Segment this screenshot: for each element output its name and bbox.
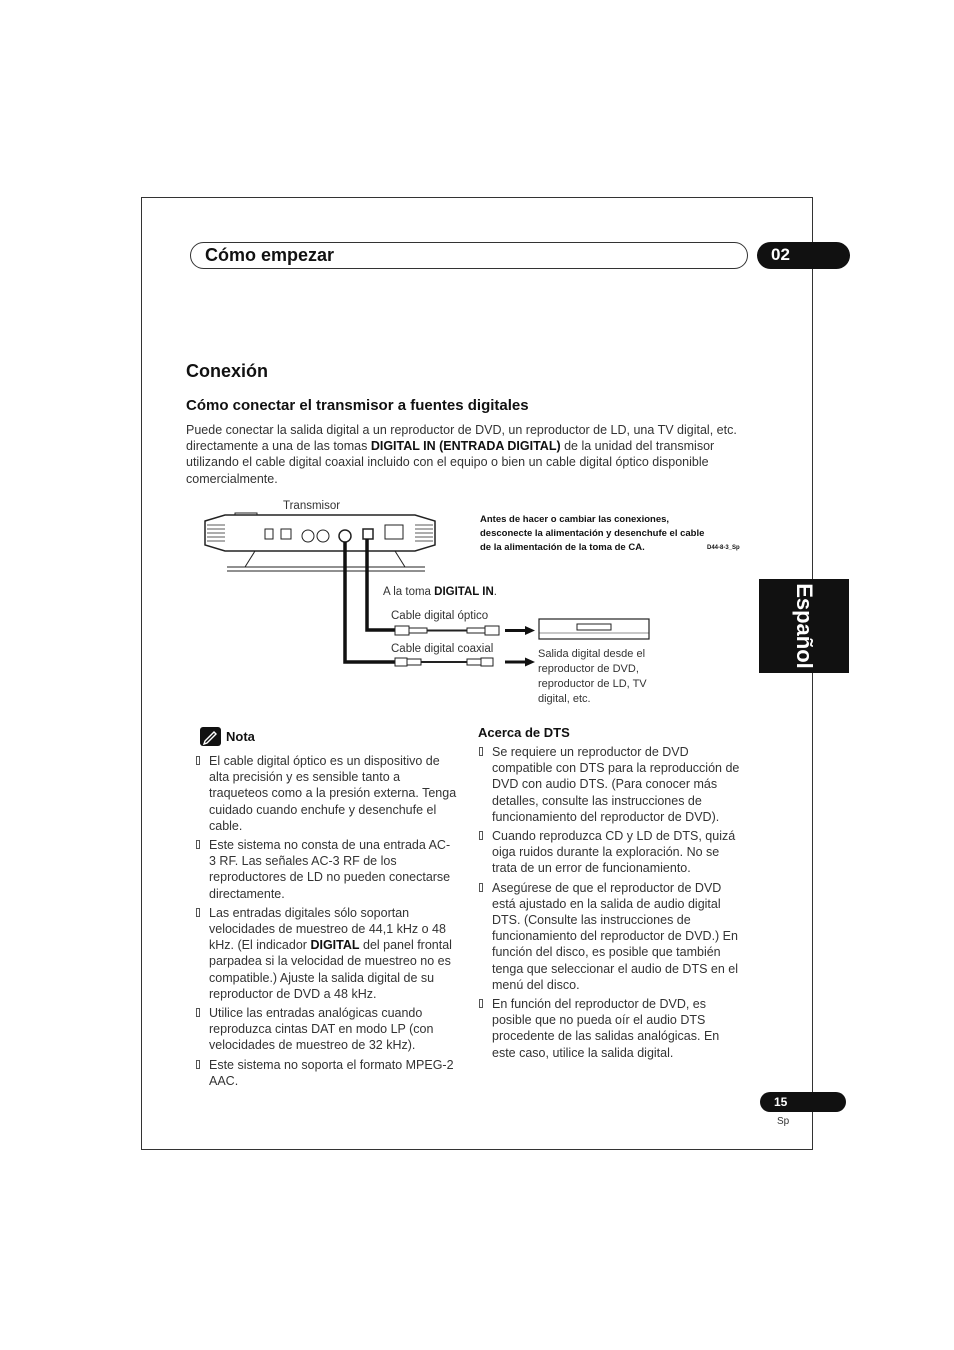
note-item: El cable digital óptico es un dispositivo de alta precisión y es sensible tanto a traqueteos como a la presión externa. Tenga cuidado cuando enchufe y desenchufe el cable.: [195, 753, 457, 834]
coaxial-cable-label: Cable digital coaxial: [391, 643, 494, 655]
page-language-code: Sp: [777, 1116, 790, 1127]
language-tab: [759, 579, 849, 673]
language-tab-label: Español: [792, 583, 817, 669]
jack-prefix: A la toma: [383, 586, 435, 598]
note-label: Nota: [226, 729, 255, 744]
note-item: Este sistema no soporta el formato MPEG-2 AAC.: [195, 1057, 457, 1089]
note-list: [195, 753, 457, 1089]
note-item-bold: DIGITAL: [310, 938, 360, 953]
note-column: [195, 753, 457, 1092]
section-title: Conexión: [186, 361, 269, 381]
intro-text-2: de la unidad del transmisor utilizando el cable digital coaxial incluido con el equipo o bien un cable digital óptico disponible comercialmente.: [186, 439, 715, 486]
connection-diagram-svg: [195, 495, 755, 715]
dts-title: Acerca de DTS: [478, 725, 570, 740]
figure-code: D44-8-3_Sp: [707, 545, 740, 551]
transmitter-label: Transmisor: [283, 500, 341, 512]
source-line-4: digital, etc.: [538, 693, 591, 705]
warning-period: .: [642, 542, 645, 553]
dts-item: Asegúrese de que el reproductor de DVD está ajustado en la salida de audio digital DTS. (Consulte las instrucciones de funcionamiento del reproductor de DVD.) En función del disco, es posible que también tenga que seleccionar el audio de DTS en el menú del disco.: [478, 880, 746, 993]
intro-text-bold: DIGITAL IN (ENTRADA DIGITAL): [370, 439, 561, 454]
source-line-1: Salida digital desde el: [538, 648, 646, 660]
dvd-player-icon: [539, 619, 649, 639]
source-line-2: reproductor de DVD,: [538, 663, 639, 675]
connection-diagram: [195, 495, 755, 715]
dts-item: En función del reproductor de DVD, es posible que no pueda oír el audio DTS procedente de las salidas analógicas. En este caso, utilice la salida digital.: [478, 996, 746, 1061]
chapter-number-badge: 02: [757, 242, 850, 269]
dts-item: Se requiere un reproductor de DVD compatible con DTS para la reproducción de DVD con audio DTS. (Para conocer más detalles, consulte las instrucciones de funcionamiento del reproductor de DVD).: [478, 744, 746, 825]
warning-line-2: desconecte la alimentación y desenchufe el cable: [480, 528, 705, 539]
note-item: Utilice las entradas analógicas cuando reproduzca cintas DAT en modo LP (con velocidades de muestreo de 32 kHz).: [195, 1005, 457, 1054]
note-item: Este sistema no consta de una entrada AC-3 RF. Las señales AC-3 RF de los reproductores de LD no pueden conectarse directamente.: [195, 837, 457, 902]
warning-line-3: [480, 542, 645, 553]
jack-suffix: .: [493, 586, 497, 598]
warning-line-3-text: de la alimentación de la toma de CA: [480, 542, 643, 553]
dts-column: [478, 725, 746, 1064]
optical-cable-label: Cable digital óptico: [391, 610, 489, 622]
coaxial-cable-line: [345, 542, 395, 662]
note-item: [195, 905, 457, 1002]
coaxial-cable-icon: [395, 658, 535, 667]
section-subtitle: Cómo conectar el transmisor a fuentes digitales: [186, 397, 529, 414]
page-number-badge: 15: [760, 1092, 846, 1112]
dts-list: [478, 744, 746, 1061]
jack-label: [383, 586, 497, 598]
warning-line-1: Antes de hacer o cambiar las conexiones,: [480, 514, 670, 525]
note-item-post: del panel frontal parpadea si la velocidad de muestreo no es compatible.) Ajuste la salida digital de su reproductor de DVD a 48 kHz.: [209, 938, 452, 1001]
dts-item: Cuando reproduzca CD y LD de DTS, quizá oiga ruidos durante la exploración. No se trata de un error de funcionamiento.: [478, 828, 746, 877]
jack-bold: DIGITAL IN: [434, 586, 494, 598]
pencil-icon: [200, 727, 221, 746]
section-header: [190, 242, 748, 269]
source-line-3: reproductor de LD, TV: [538, 678, 647, 690]
intro-paragraph: [186, 422, 746, 487]
optical-cable-icon: [395, 626, 535, 635]
section-header-title: Cómo empezar: [205, 245, 335, 265]
note-item-pre: Las entradas digitales sólo soportan velocidades de muestreo de 44,1 kHz o 48 kHz. (El indicador: [209, 905, 446, 953]
transmitter-device-icon: [205, 513, 435, 571]
intro-text-1: Puede conectar la salida digital a un reproductor de DVD, un reproductor de LD, una TV digital, etc. directamente a una de las tomas: [186, 423, 737, 454]
